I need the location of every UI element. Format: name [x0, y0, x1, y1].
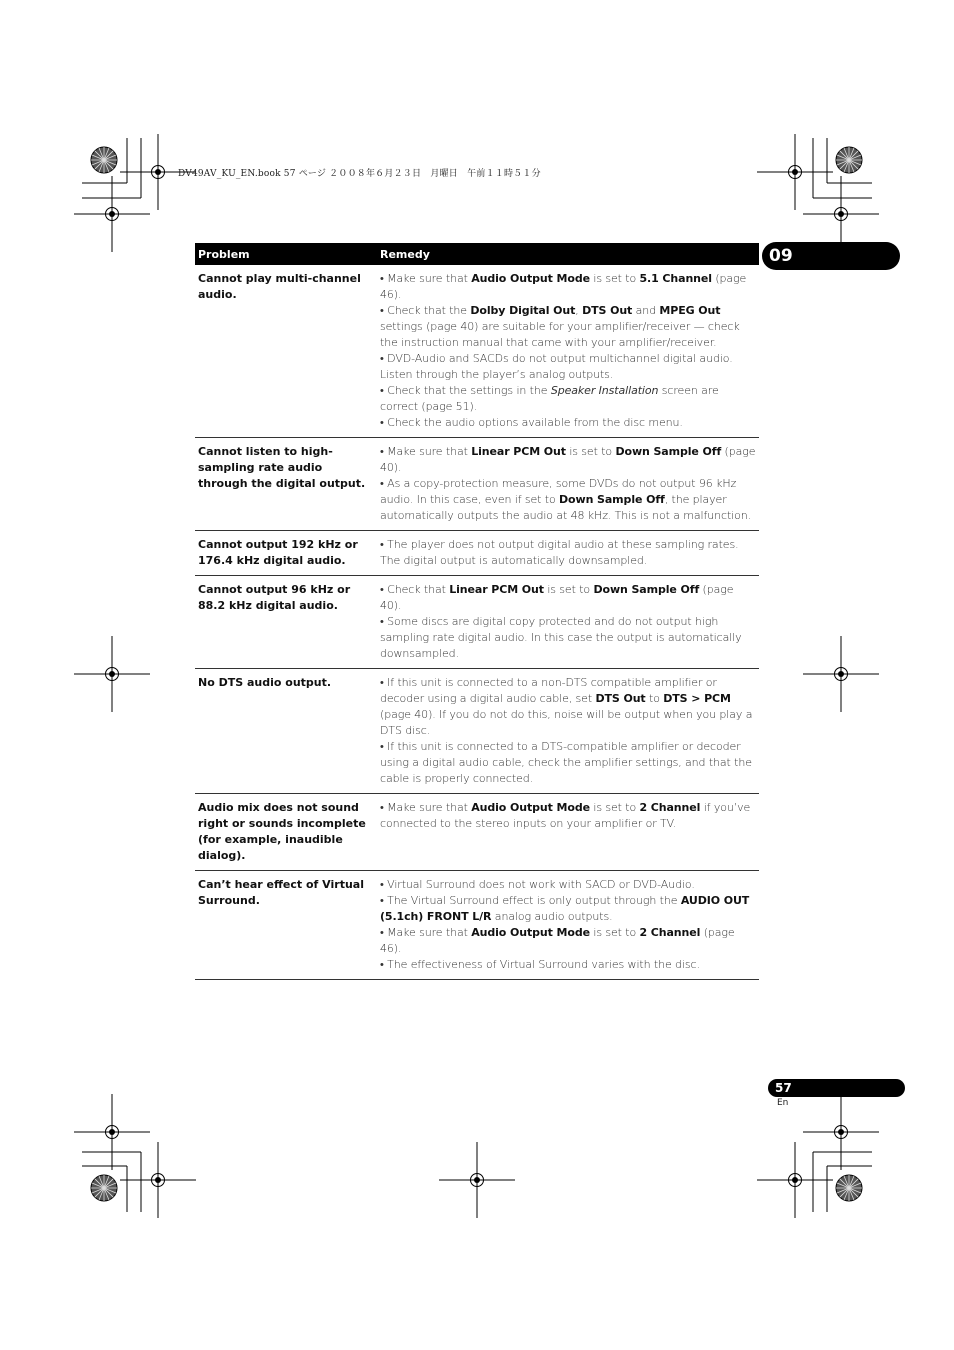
- setting-name: MPEG Out: [659, 304, 721, 317]
- print-header: DV49AV_KU_EN.book 57 ページ ２００８年６月２３日 月曜日 午前１１時５１分: [178, 169, 541, 179]
- page-number-tab: [768, 1079, 905, 1097]
- remedy-text: • Make sure that: [380, 801, 472, 814]
- remedy-item: [380, 800, 756, 832]
- crosshair-icon: [74, 636, 150, 712]
- remedy-item: [380, 582, 756, 614]
- crosshair-icon: [120, 1142, 196, 1218]
- problem-cell: No DTS audio output.: [195, 669, 377, 794]
- remedy-item: [380, 444, 756, 476]
- remedy-text: • Virtual Surround does not work with SACD or DVD-Audio.: [380, 878, 695, 891]
- remedy-text: (page 40).: [380, 583, 734, 612]
- star-target-icon: [836, 1175, 862, 1201]
- setting-name: 2 Channel: [639, 926, 701, 939]
- remedy-item: [380, 877, 756, 893]
- problem-cell: Audio mix does not sound right or sounds incomplete (for example, inaudible dialog).: [195, 794, 377, 871]
- remedy-text: (page 46).: [380, 926, 735, 955]
- crosshair-icon: [803, 1094, 879, 1170]
- remedy-text: and: [632, 304, 660, 317]
- remedy-text: is set to: [589, 801, 640, 814]
- star-target-icon: [91, 147, 117, 173]
- remedy-cell: [377, 576, 759, 669]
- setting-name: Dolby Digital Out: [470, 304, 576, 317]
- problem-cell: Cannot output 96 kHz or 88.2 kHz digital audio.: [195, 576, 377, 669]
- remedy-text: • Some discs are digital copy protected and do not output high sampling rate digital audio. In this case the output is automatically downsampled.: [380, 615, 742, 660]
- problem-cell: Cannot listen to high-sampling rate audio through the digital output.: [195, 438, 377, 531]
- page-language: En: [777, 1098, 789, 1108]
- table-row: [195, 871, 759, 980]
- crosshair-icon: [757, 134, 833, 210]
- troubleshooting-table: [195, 243, 759, 980]
- page-number: 57: [775, 1081, 792, 1095]
- remedy-item: [380, 303, 756, 351]
- setting-name: Audio Output Mode: [471, 272, 590, 285]
- setting-name: 5.1 Channel: [639, 272, 712, 285]
- crosshair-icon: [74, 176, 150, 252]
- setting-name: DTS Out: [582, 304, 633, 317]
- remedy-text: analog audio outputs.: [491, 910, 613, 923]
- header-problem: Problem: [195, 243, 377, 265]
- remedy-text: • Check that: [380, 583, 450, 596]
- problem-cell: Can’t hear effect of Virtual Surround.: [195, 871, 377, 980]
- remedy-text: screen are correct (page 51).: [380, 384, 719, 413]
- remedy-item: [380, 351, 756, 383]
- remedy-cell: [377, 794, 759, 871]
- problem-cell: Cannot output 192 kHz or 176.4 kHz digital audio.: [195, 531, 377, 576]
- table-row: [195, 438, 759, 531]
- setting-name: Audio Output Mode: [471, 801, 590, 814]
- remedy-cell: [377, 438, 759, 531]
- problem-cell: Cannot play multi-channel audio.: [195, 265, 377, 438]
- setting-name: Linear PCM Out: [449, 583, 544, 596]
- remedy-text: to: [645, 692, 664, 705]
- crosshair-icon: [439, 1142, 515, 1218]
- chapter-number: 09: [769, 246, 793, 266]
- remedy-text: is set to: [543, 583, 594, 596]
- setting-name: DTS > PCM: [663, 692, 731, 705]
- remedy-item: [380, 614, 756, 662]
- crosshair-icon: [757, 1142, 833, 1218]
- setting-name: Down Sample Off: [559, 493, 665, 506]
- remedy-text: • Make sure that: [380, 926, 472, 939]
- table-row: [195, 794, 759, 871]
- table-row: [195, 531, 759, 576]
- star-target-icon: [91, 1175, 117, 1201]
- remedy-text: • If this unit is connected to a non-DTS compatible amplifier or decoder using a digital audio cable, set: [380, 676, 717, 705]
- remedy-text: is set to: [565, 445, 616, 458]
- remedy-item: [380, 271, 756, 303]
- remedy-text: • Make sure that: [380, 272, 472, 285]
- setting-name: AUDIO OUT (5.1ch) FRONT L/R: [380, 894, 750, 923]
- remedy-text: settings (page 40) are suitable for your amplifier/receiver — check the instruction manual that came with your amplifier/receiver.: [380, 320, 740, 349]
- remedy-item: [380, 957, 756, 973]
- remedy-text: (page 40).: [380, 445, 756, 474]
- setting-name: DTS Out: [595, 692, 646, 705]
- remedy-cell: [377, 669, 759, 794]
- chapter-tab: [762, 242, 900, 270]
- remedy-text: , the player automatically outputs the audio at 48 kHz. This is not a malfunction.: [380, 493, 752, 522]
- remedy-text: if you’ve connected to the stereo inputs on your amplifier or TV.: [380, 801, 751, 830]
- remedy-text: is set to: [589, 926, 640, 939]
- remedy-text: • Make sure that: [380, 445, 472, 458]
- screen-name: Speaker Installation: [550, 384, 659, 397]
- remedy-text: • The effectiveness of Virtual Surround varies with the disc.: [380, 958, 700, 971]
- remedy-text: • If this unit is connected to a DTS-compatible amplifier or decoder using a digital audio cable, check the amplifier settings, and that the cable is properly connected.: [380, 740, 752, 785]
- remedy-cell: [377, 265, 759, 438]
- table-header-row: [195, 243, 759, 265]
- remedy-text: • Check that the: [380, 304, 471, 317]
- remedy-text: • As a copy-protection measure, some DVDs do not output 96 kHz audio. In this case, even if set to: [380, 477, 737, 506]
- remedy-item: [380, 739, 756, 787]
- star-target-icon: [836, 147, 862, 173]
- remedy-text: • Check the audio options available from the disc menu.: [380, 416, 683, 429]
- crosshair-icon: [803, 636, 879, 712]
- remedy-text: is set to: [589, 272, 640, 285]
- header-remedy: Remedy: [377, 243, 759, 265]
- setting-name: Down Sample Off: [615, 445, 722, 458]
- remedy-item: [380, 925, 756, 957]
- remedy-cell: [377, 531, 759, 576]
- setting-name: Audio Output Mode: [471, 926, 590, 939]
- remedy-text: • DVD-Audio and SACDs do not output multichannel digital audio. Listen through the player’s analog outputs.: [380, 352, 733, 381]
- remedy-item: [380, 893, 756, 925]
- table-row: [195, 576, 759, 669]
- remedy-item: [380, 675, 756, 739]
- remedy-item: [380, 383, 756, 415]
- remedy-text: • The Virtual Surround effect is only output through the: [380, 894, 681, 907]
- crosshair-icon: [803, 176, 879, 252]
- remedy-item: [380, 537, 756, 569]
- setting-name: Linear PCM Out: [471, 445, 566, 458]
- remedy-text: (page 46).: [380, 272, 747, 301]
- table-row: [195, 265, 759, 438]
- remedy-text: ,: [575, 304, 583, 317]
- table-row: [195, 669, 759, 794]
- crosshair-icon: [74, 1094, 150, 1170]
- setting-name: Down Sample Off: [593, 583, 700, 596]
- remedy-text: • Check that the settings in the: [380, 384, 551, 397]
- remedy-item: [380, 415, 756, 431]
- remedy-cell: [377, 871, 759, 980]
- setting-name: 2 Channel: [639, 801, 701, 814]
- remedy-text: (page 40). If you do not do this, noise will be output when you play a DTS disc.: [380, 708, 753, 737]
- remedy-text: • The player does not output digital audio at these sampling rates. The digital output is automatically downsampled.: [380, 538, 739, 567]
- remedy-item: [380, 476, 756, 524]
